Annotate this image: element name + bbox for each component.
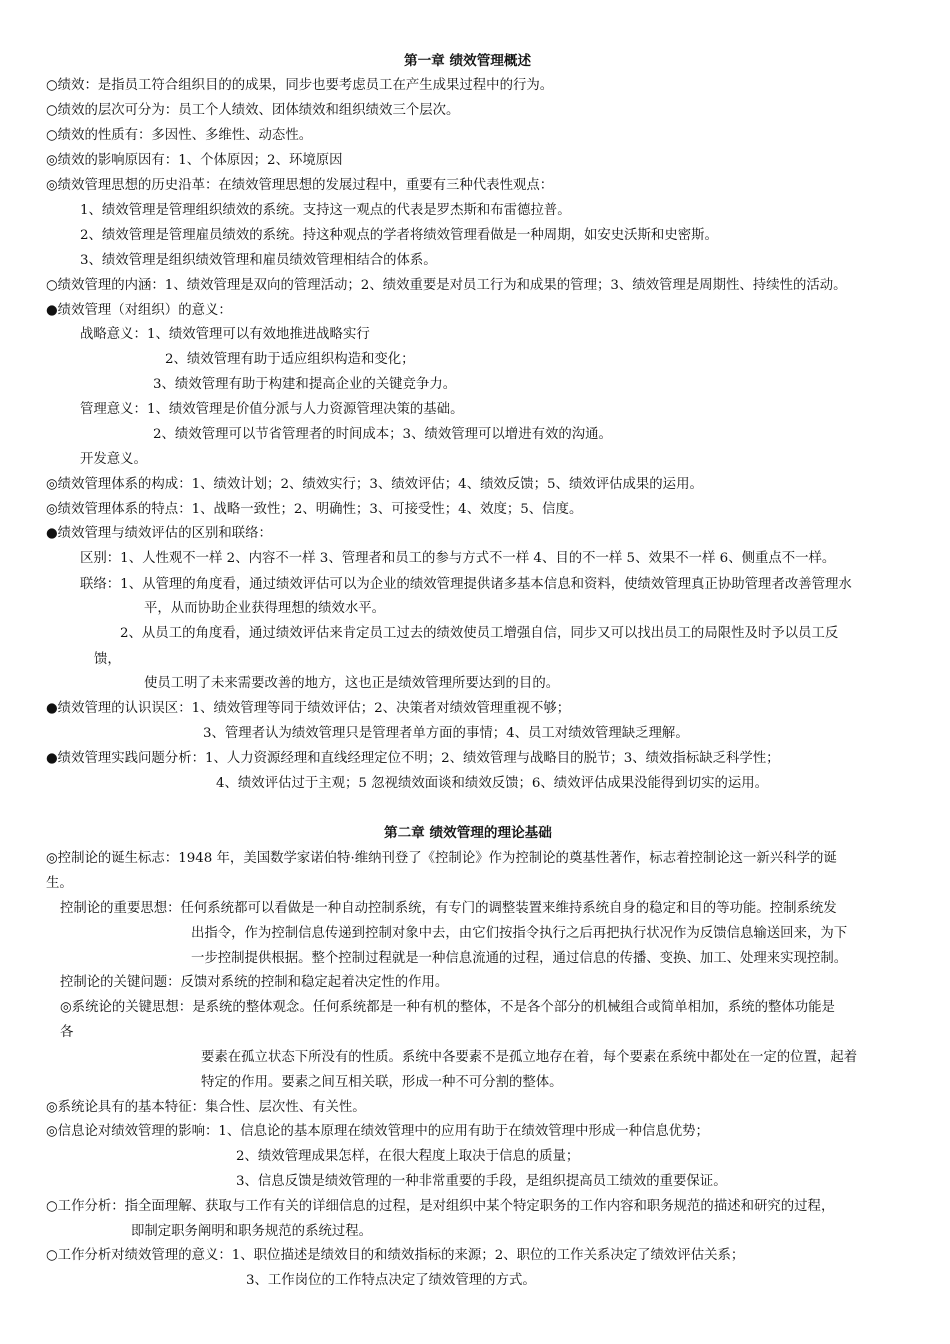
chapter-1-line: ●绩效管理与绩效评估的区别和联络： [46,526,272,541]
chapter-2-line: 控制论的重要思想：任何系统都可以看做是一种自动控制系统，有专门的调整装置来维持系统自身的稳定和目的等功能。控制系统发 [60,901,837,916]
chapter-1-line: ○绩效：是指员工符合组织目的的成果，同步也要考虑员工在产生成果过程中的行为。 [46,78,554,93]
chapter-1-line: ●绩效管理实践问题分析：1、人力资源经理和直线经理定位不明；2、绩效管理与战略目的脱节；3、绩效指标缺乏科学性； [46,751,780,766]
chapter-1-line: 战略意义：1、绩效管理可以有效地推进战略实行 [80,327,370,342]
chapter-2-line: ○工作分析对绩效管理的意义：1、职位描述是绩效目的和绩效指标的来源；2、职位的工作关系决定了绩效评估关系； [46,1248,745,1263]
chapter-1-line: ○绩效的层次可分为：员工个人绩效、团体绩效和组织绩效三个层次。 [46,103,460,118]
chapter-1-line: 2、绩效管理有助于适应组织构造和变化； [165,352,415,367]
chapter-1-line: 开发意义。 [80,452,147,467]
chapter-1-line: ◎绩效的影响原因有：1、个体原因；2、环境原因 [46,153,343,168]
chapter-1-line: ●绩效管理的认识误区：1、绩效管理等同于绩效评估；2、决策者对绩效管理重视不够； [46,701,571,716]
chapter-2-title: 第二章 绩效管理的理论基础 [384,825,552,841]
chapter-2-line: 控制论的关键问题：反馈对系统的控制和稳定起着决定性的作用。 [60,975,449,990]
chapter-1-line: 区别：1、人性观不一样 2、内容不一样 3、管理者和员工的参与方式不一样 4、目的不一样 5、效果不一样 6、侧重点不一样。 [80,551,836,566]
chapter-2-line: 要素在孤立状态下所没有的性质。系统中各要素不是孤立地存在着，每个要素在系统中都处在一定的位置，起着 [201,1050,858,1065]
chapter-2-line: 一步控制提供根据。整个控制过程就是一种信息流通的过程，通过信息的传播、变换、加工、处理来实现控制。 [191,951,848,966]
chapter-1-line: 1、绩效管理是管理组织绩效的系统。支持这一观点的代表是罗杰斯和布雷德拉普。 [80,203,571,218]
chapter-1-line: 使员工明了未来需要改善的地方，这也正是绩效管理所要达到的目的。 [144,676,560,691]
chapter-2-line: 特定的作用。要素之间互相关联，形成一种不可分割的整体。 [201,1075,563,1090]
chapter-1-line: ●绩效管理（对组织）的意义： [46,303,232,318]
chapter-1-line: 2、绩效管理是管理雇员绩效的系统。持这种观点的学者将绩效管理看做是一种周期，如安史沃斯和史密斯。 [80,228,718,243]
chapter-2-line: ◎信息论对绩效管理的影响：1、信息论的基本原理在绩效管理中的应用有助于在绩效管理中形成一种信息优势； [46,1124,709,1139]
chapter-1-line: 3、绩效管理有助于构建和提高企业的关键竞争力。 [153,377,457,392]
chapter-1-line: 2、从员工的角度看，通过绩效评估来肯定员工过去的绩效使员工增强自信，同步又可以找出员工的局限性及时予以员工反 [120,626,839,641]
chapter-2-line: 生。 [46,876,73,891]
chapter-2-line: ◎系统论具有的基本特征：集合性、层次性、有关性。 [46,1100,366,1115]
chapter-2-line: 3、工作岗位的工作特点决定了绩效管理的方式。 [246,1273,536,1288]
chapter-2-line: 即制定职务阐明和职务规范的系统过程。 [131,1224,373,1239]
chapter-2-line: 出指令，作为控制信息传递到控制对象中去，由它们按指令执行之后再把执行状况作为反馈信息输送回来，为下 [191,926,848,941]
chapter-1-line: ○绩效管理的内涵：1、绩效管理是双向的管理活动；2、绩效重要是对员工行为和成果的管理；3、绩效管理是周期性、持续性的活动。 [46,278,847,293]
chapter-1-line: ○绩效的性质有：多因性、多维性、动态性。 [46,128,313,143]
chapter-2-line: 2、绩效管理成果怎样，在很大程度上取决于信息的质量； [236,1149,580,1164]
chapter-1-line: 2、绩效管理可以节省管理者的时间成本；3、绩效管理可以增进有效的沟通。 [153,427,612,442]
chapter-1-line: 平，从而协助企业获得理想的绩效水平。 [144,601,386,616]
chapter-1-title: 第一章 绩效管理概述 [404,53,532,69]
chapter-1-line: 馈， [94,652,121,667]
chapter-2-line: 3、信息反馈是绩效管理的一种非常重要的手段，是组织提高员工绩效的重要保证。 [236,1174,727,1189]
chapter-2-line: ◎控制论的诞生标志：1948 年，美国数学家诺伯特·维纳刊登了《控制论》作为控制论的奠基性著作，标志着控制论这一新兴科学的诞 [46,851,837,866]
chapter-1-line: 3、管理者认为绩效管理只是管理者单方面的事情；4、员工对绩效管理缺乏理解。 [203,726,689,741]
chapter-1-line: 4、绩效评估过于主观；5 忽视绩效面谈和绩效反馈；6、绩效评估成果没能得到切实的运用。 [216,776,769,791]
chapter-1-line: ◎绩效管理体系的特点：1、战略一致性；2、明确性；3、可接受性；4、效度；5、信度。 [46,502,583,517]
chapter-1-line: ◎绩效管理思想的历史沿革：在绩效管理思想的发展过程中，重要有三种代表性观点： [46,178,554,193]
chapter-1-line: ◎绩效管理体系的构成：1、绩效计划；2、绩效实行；3、绩效评估；4、绩效反馈；5、绩效评估成果的运用。 [46,477,703,492]
chapter-1-line: 联络：1、从管理的角度看，通过绩效评估可以为企业的绩效管理提供诸多基本信息和资料，使绩效管理真正协助管理者改善管理水 [80,577,852,592]
chapter-1-line: 3、绩效管理是组织绩效管理和雇员绩效管理相结合的体系。 [80,253,437,268]
chapter-2-line: ◎系统论的关键思想：是系统的整体观念。任何系统都是一种有机的整体，不是各个部分的机械组合或简单相加，系统的整体功能是 [60,1000,835,1015]
chapter-2-line: ○工作分析：指全面理解、获取与工作有关的详细信息的过程，是对组织中某个特定职务的工作内容和职务规范的描述和研究的过程， [46,1199,835,1214]
chapter-1-line: 管理意义：1、绩效管理是价值分派与人力资源管理决策的基础。 [80,402,464,417]
chapter-2-line: 各 [60,1025,74,1040]
